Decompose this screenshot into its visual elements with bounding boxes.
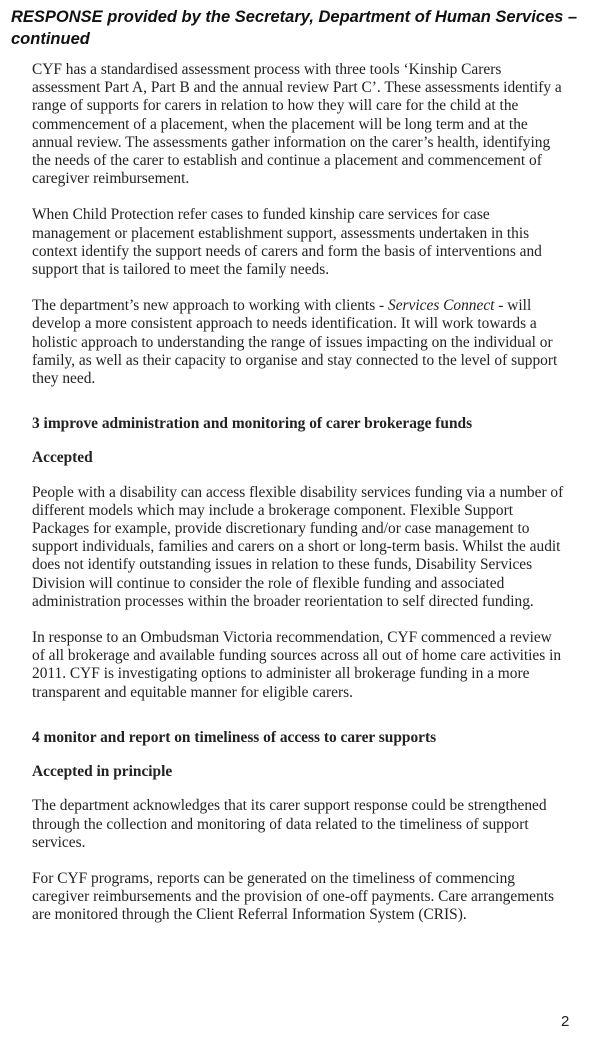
- text-line: caregiver reimbursements and the provision of one-off payments. Care arrangements: [32, 888, 554, 906]
- text-line: In response to an Ombudsman Victoria recommendation, CYF commenced a review: [32, 629, 552, 647]
- services-connect-emphasis: Services Connect: [388, 297, 495, 315]
- scanned-letter-body: [32, 61, 580, 925]
- text-segment: The department’s new approach to working with clients -: [32, 297, 389, 315]
- section-3-heading: 3 improve administration and monitoring of carer brokerage funds: [32, 415, 473, 433]
- text-line: services.: [32, 833, 86, 851]
- section-4-status: Accepted in principle: [32, 763, 173, 781]
- text-line: develop a more consistent approach to needs identification. It will work towards a: [32, 315, 537, 333]
- text-line: The department acknowledges that its carer support response could be strengthened: [32, 797, 547, 815]
- text-line: annual review. The assessments gather information on the carer’s health, identifying: [32, 133, 551, 151]
- text-line: Division will continue to consider the role of flexible funding and associated: [32, 574, 505, 592]
- text-line: Packages for example, provide discretionary funding and/or case management to: [32, 520, 530, 538]
- header-title-line-2: continued: [11, 30, 90, 48]
- paragraph-flexible-funding: [32, 484, 580, 611]
- paragraph-assessment-process: [32, 61, 580, 188]
- text-line: management or placement establishment support, assessments undertaken in this: [32, 224, 530, 242]
- paragraph-carer-support-response: [32, 797, 580, 852]
- text-line: different models which may include a brokerage component. Flexible Support: [32, 501, 513, 519]
- text-line: range of supports for carers in relation to how they will care for the child at the: [32, 97, 519, 115]
- text-line: When Child Protection refer cases to funded kinship care services for case: [32, 206, 490, 224]
- text-line: administration processes within the broader reorientation to self directed funding.: [32, 592, 534, 610]
- text-line: of all brokerage and available funding sources across all out of home care activities in: [32, 647, 562, 665]
- paragraph-child-protection: [32, 206, 580, 279]
- text-line: For CYF programs, reports can be generated on the timeliness of commencing: [32, 869, 515, 887]
- text-line: context identify the support needs of carers and form the basis of interventions and: [32, 242, 542, 260]
- text-line: commencement of a placement, when the placement will be long term and at the: [32, 115, 528, 133]
- text-line: caregiver reimbursement.: [32, 170, 190, 188]
- text-line: 2011. CYF is investigating options to administer all brokerage funding in a more: [32, 665, 530, 683]
- text-line: holistic approach to understanding the range of issues impacting on the individual or: [32, 333, 553, 351]
- text-segment: - will: [494, 297, 532, 315]
- header-title-line-1: RESPONSE provided by the Secretary, Department of Human Services –: [11, 8, 578, 26]
- paragraph-cyf-reports: [32, 870, 580, 925]
- text-line: the needs of the carer to establish and continue a placement and commencement of: [32, 152, 542, 170]
- text-line: transparent and equitable manner for eligible carers.: [32, 683, 353, 701]
- text-line: support individuals, families and carers on a short or long-term basis. Whilst the audit: [32, 538, 561, 556]
- text-line: they need.: [32, 370, 96, 388]
- text-line: does not identify outstanding issues in relation to these funds, Disability Services: [32, 556, 533, 574]
- text-line: assessment Part A, Part B and the annual review Part C’. These assessments identify a: [32, 79, 562, 97]
- paragraph-services-connect: [32, 297, 580, 388]
- paragraph-ombudsman: [32, 629, 580, 702]
- page-header: [11, 6, 591, 50]
- text-line: CYF has a standardised assessment process with three tools ‘Kinship Carers: [32, 61, 502, 78]
- section-4-heading: 4 monitor and report on timeliness of access to carer supports: [32, 728, 437, 746]
- section-3-status: Accepted: [32, 449, 93, 467]
- text-line: [32, 297, 580, 315]
- text-line: are monitored through the Client Referral Information System (CRIS).: [32, 906, 467, 924]
- text-line: support that is tailored to meet the family needs.: [32, 261, 330, 279]
- text-line: through the collection and monitoring of data related to the timeliness of support: [32, 815, 529, 833]
- text-line: family, as well as their capacity to organise and stay connected to the level of support: [32, 351, 558, 369]
- page-number: 2: [561, 1013, 570, 1030]
- text-line: People with a disability can access flexible disability services funding via a number of: [32, 483, 564, 501]
